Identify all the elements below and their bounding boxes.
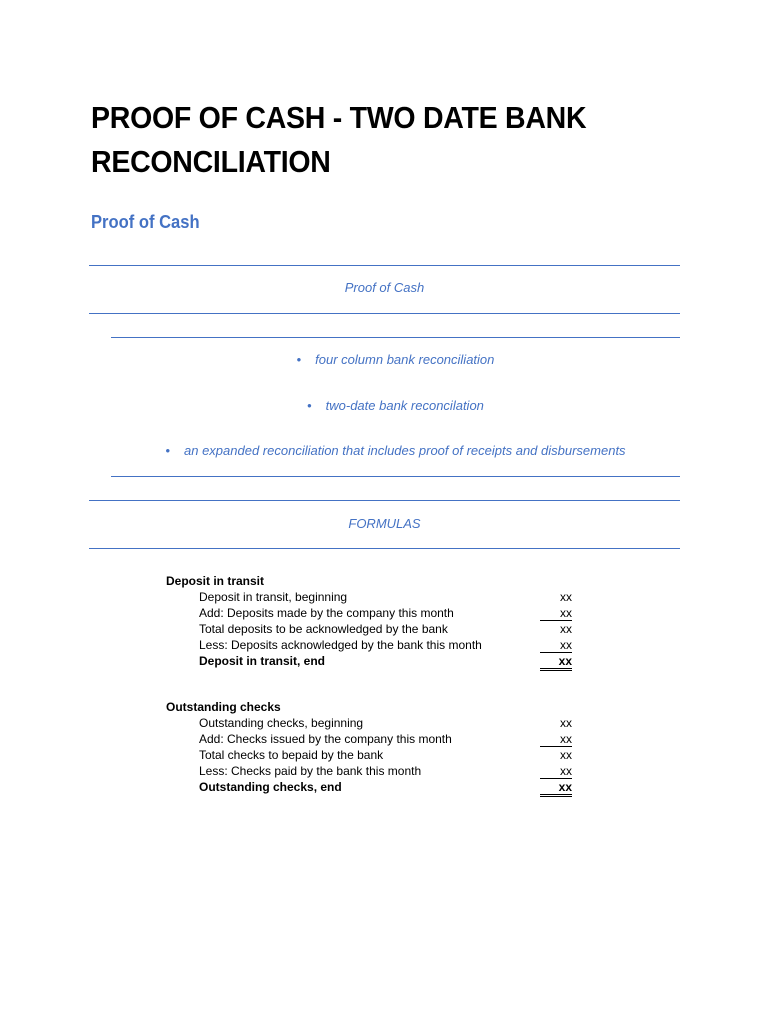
formula-value: xx — [540, 653, 572, 671]
box1-top-rule — [89, 265, 680, 266]
formula-value: xx — [540, 605, 572, 621]
outstanding-checks-formula — [166, 699, 576, 795]
section-heading: Proof of Cash — [91, 212, 200, 232]
formula-value: xx — [560, 716, 572, 730]
box1-heading: Proof of Cash — [344, 280, 425, 295]
formula-label: Less: Deposits acknowledged by the bank this month — [199, 638, 482, 652]
formula-row — [166, 621, 576, 637]
outstanding-heading: Outstanding checks — [166, 700, 281, 714]
bullet-dot-icon: • — [296, 352, 302, 367]
formula-total-row — [166, 653, 576, 669]
formula-label: Outstanding checks, end — [199, 780, 342, 794]
box3-heading: FORMULAS — [348, 516, 421, 531]
bullet-item — [111, 443, 680, 458]
formula-value: xx — [560, 748, 572, 762]
bullet-text: two-date bank reconcilation — [325, 398, 484, 413]
document-title — [91, 96, 643, 184]
deposit-heading: Deposit in transit — [166, 574, 265, 588]
box3-bottom-rule — [89, 548, 680, 549]
bullet-dot-icon: • — [307, 398, 312, 413]
bullet-text: four column bank reconciliation — [315, 352, 495, 367]
formula-row — [166, 747, 576, 763]
bullet-text: an expanded reconciliation that includes proof of receipts and disbursements — [184, 443, 626, 458]
formula-label: Add: Checks issued by the company this month — [199, 732, 452, 746]
formula-label: Total deposits to be acknowledged by the bank — [199, 622, 448, 636]
box2-bottom-rule — [111, 476, 680, 477]
box3-top-rule — [89, 500, 680, 501]
formula-label: Add: Deposits made by the company this month — [199, 606, 454, 620]
title-line-1: PROOF OF CASH - TWO DATE BANK — [91, 100, 587, 135]
formula-row — [166, 605, 576, 621]
bullet-item — [111, 398, 680, 413]
box2-top-rule — [111, 337, 680, 338]
formula-value: xx — [560, 590, 572, 604]
formula-value: xx — [540, 637, 572, 653]
bullet-dot-icon: • — [165, 443, 170, 458]
bullet-item — [111, 352, 680, 367]
formula-label: Total checks to bepaid by the bank — [199, 748, 384, 762]
formula-value: xx — [560, 622, 572, 636]
box1-bottom-rule — [89, 313, 680, 314]
deposit-in-transit-formula — [166, 573, 576, 669]
formula-label: Less: Checks paid by the bank this month — [199, 764, 422, 778]
formula-row — [166, 763, 576, 779]
formula-label: Outstanding checks, beginning — [199, 716, 364, 730]
formula-total-row — [166, 779, 576, 795]
formula-row — [166, 589, 576, 605]
formula-label: Deposit in transit, end — [199, 654, 326, 668]
title-line-2: RECONCILIATION — [91, 144, 331, 179]
formula-row — [166, 637, 576, 653]
formula-label: Deposit in transit, beginning — [199, 590, 348, 604]
formula-row — [166, 715, 576, 731]
formula-row — [166, 731, 576, 747]
formula-value: xx — [540, 779, 572, 797]
formula-value: xx — [540, 763, 572, 779]
formula-value: xx — [540, 731, 572, 747]
